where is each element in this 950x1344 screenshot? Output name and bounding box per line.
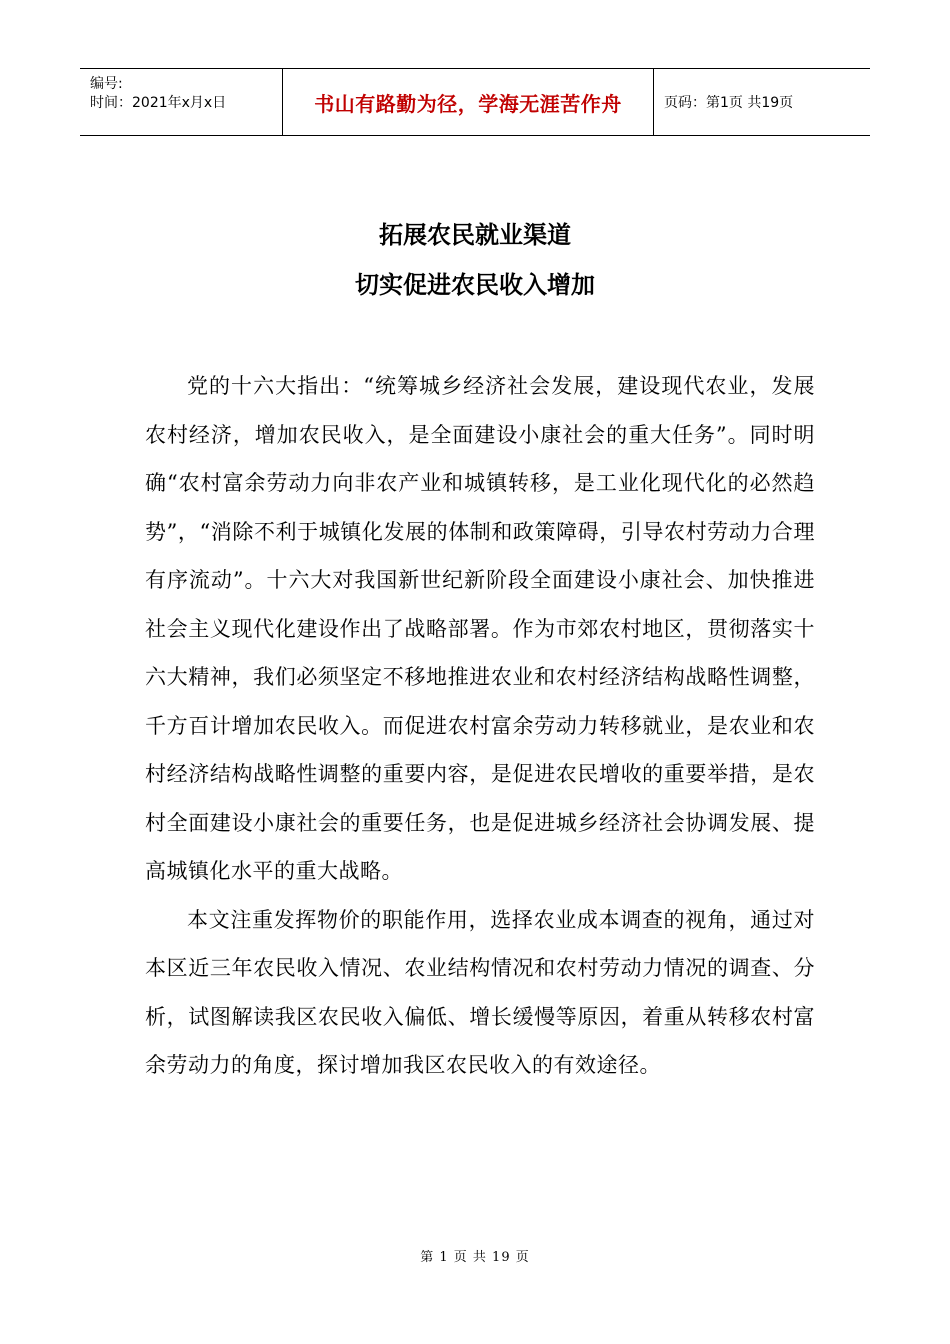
header-meta-cell xyxy=(80,69,282,135)
paragraph: 党的十六大指出：“统筹城乡经济社会发展，建设现代农业，发展农村经济，增加农民收入，是全面建设小康社会的重大任务”。同时明确“农村富余劳动力向非农产业和城镇转移，是工业化现代化的必然趋势”，“消除不利于城镇化发展的体制和政策障碍，引导农村劳动力合理有序流动”。十六大对我国新世纪新阶段全面建设小康社会、加快推进社会主义现代化建设作出了战略部署。作为市郊农村地区，贯彻落实十六大精神，我们必须坚定不移地推进农业和农村经济结构战略性调整，千方百计增加农民收入。而促进农村富余劳动力转移就业，是农业和农村经济结构战略性调整的重要内容，是促进农民增收的重要举措，是农村全面建设小康社会的重要任务，也是促进城乡经济社会协调发展、提高城镇化水平的重大战略。 xyxy=(145,374,815,883)
serial-label: 编号: xyxy=(90,76,123,92)
date-line: 时间：2021年x月x日 xyxy=(90,95,227,111)
page-header xyxy=(80,68,870,136)
header-page-cell xyxy=(654,69,870,135)
document-body xyxy=(145,362,815,1090)
paragraph: 本文注重发挥物价的职能作用，选择农业成本调查的视角，通过对本区近三年农民收入情况、农业结构情况和农村劳动力情况的调查、分析，试图解读我区农民收入偏低、增长缓慢等原因，着重从转移农村富余劳动力的角度，探讨增加我区农民收入的有效途径。 xyxy=(145,907,815,1077)
document-title-line1: 拓展农民就业渠道 xyxy=(379,220,571,249)
motto-text: 书山有路勤为径，学海无涯苦作舟 xyxy=(314,91,622,116)
document-title-line2: 切实促进农民收入增加 xyxy=(355,270,595,299)
header-motto-cell xyxy=(282,69,654,135)
header-page-info: 页码：第1页 共19页 xyxy=(664,95,794,111)
page-footer: 第 1 页 共 19 页 xyxy=(420,1250,530,1265)
